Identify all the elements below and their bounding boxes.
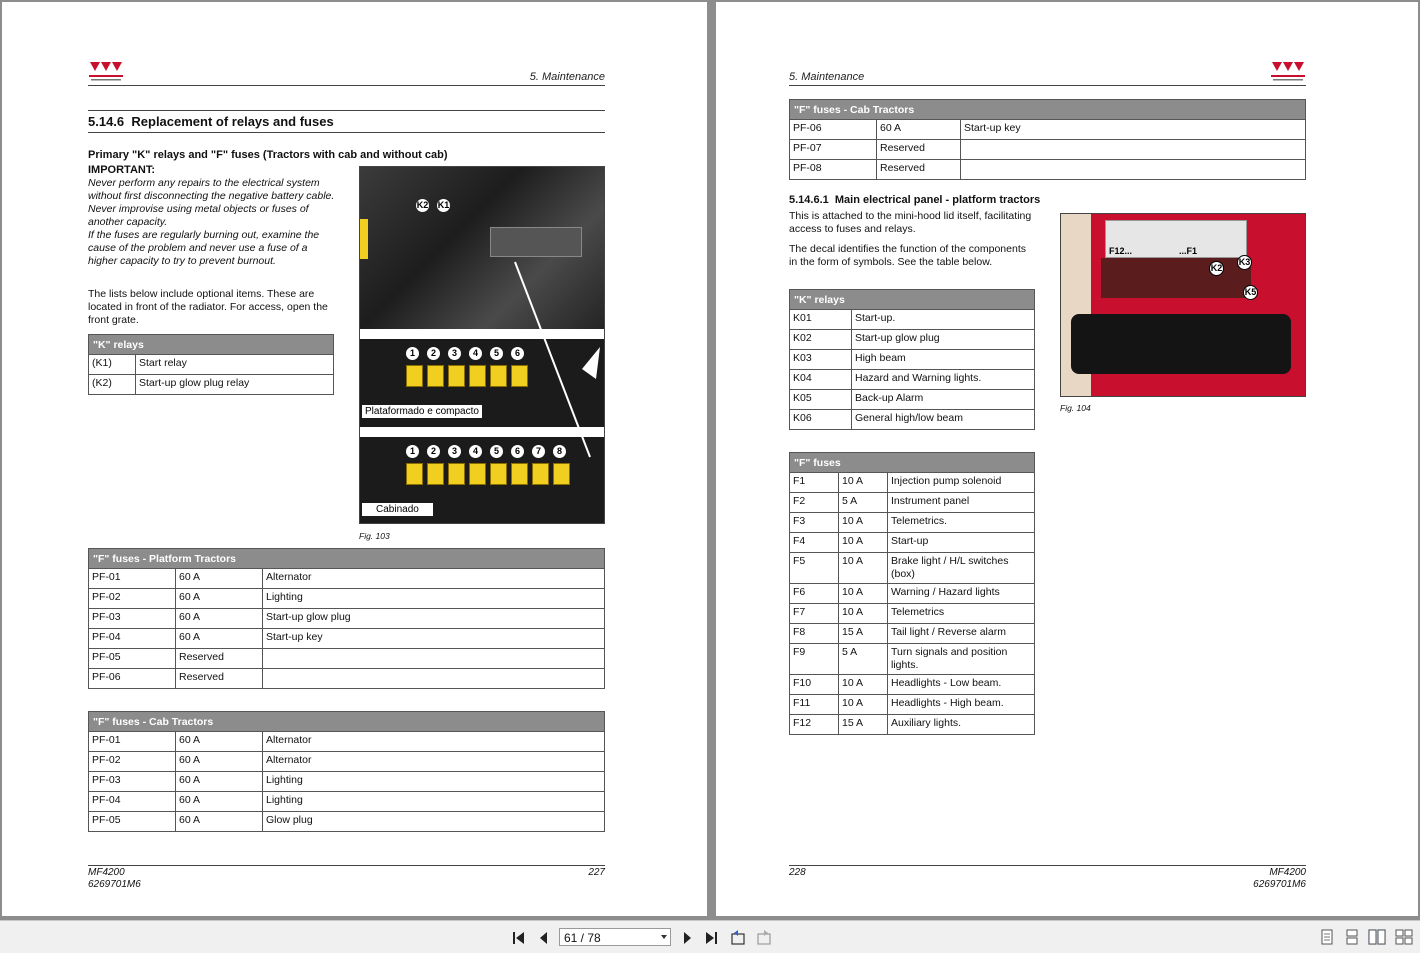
- table-row: F9 5 A Turn signals and position lights.: [790, 644, 1035, 675]
- warning-3: If the fuses are regularly burning out, examine the cause of the problem and never use a fuse of a higher capacity to try to prevent burnout.: [88, 229, 320, 267]
- table-row: K04 Hazard and Warning lights.: [790, 370, 1035, 390]
- paragraph-2: The decal identifies the function of the components in the form of symbols. See the table below.: [789, 243, 1026, 268]
- section-heading: [789, 194, 1040, 206]
- label-platform: Plataformado e compacto: [362, 405, 482, 418]
- section-heading: [88, 114, 334, 129]
- warning-2: Never improvise using metal objects or fuses of another capacity.: [88, 203, 309, 228]
- table-row: K03 High beam: [790, 350, 1035, 370]
- fuse-box-photo: [359, 166, 605, 524]
- label-k3: K3: [1237, 255, 1252, 270]
- footer-code: 6269701M6: [1253, 879, 1306, 890]
- table-row: PF-02 60 A Lighting: [89, 589, 605, 609]
- first-page-icon[interactable]: [510, 929, 528, 947]
- warning-1: Never perform any repairs to the electrical system without first disconnecting the negative battery cable.: [88, 177, 335, 202]
- warning-text: [88, 177, 338, 268]
- table-row: K06 General high/low beam: [790, 410, 1035, 430]
- footer-model: MF4200: [88, 867, 125, 878]
- section-rule-top: [88, 110, 605, 111]
- table-row: PF-02 60 A Alternator: [89, 752, 605, 772]
- table-row: (K1) Start relay: [89, 355, 334, 375]
- label-k2: K2: [1209, 261, 1224, 276]
- k-relays-table: [88, 334, 334, 395]
- table-row: F10 10 A Headlights - Low beam.: [790, 675, 1035, 695]
- footer-right: [1253, 867, 1306, 891]
- f-fuses-table: [789, 452, 1035, 735]
- footer-rule: [88, 865, 605, 866]
- page-number-input[interactable]: [559, 928, 671, 946]
- page-227: [2, 2, 707, 916]
- paragraph-1: This is attached to the mini-hood lid itself, facilitating access to fuses and relays.: [789, 210, 1032, 235]
- table-header: "F" fuses - Cab Tractors: [89, 712, 605, 732]
- table-row: F1 10 A Injection pump solenoid: [790, 473, 1035, 493]
- k-relays-table: [789, 289, 1035, 430]
- electrical-panel-photo: [1060, 213, 1306, 397]
- fuse-numbers-top: 1 2 3 4 5 6: [406, 343, 532, 361]
- section-number: 5.14.6: [88, 114, 125, 129]
- table-header: "K" relays: [89, 335, 334, 355]
- table-row: PF-06 60 A Start-up key: [790, 120, 1306, 140]
- footer-rule: [789, 865, 1306, 866]
- table-row: K01 Start-up.: [790, 310, 1035, 330]
- important-label: IMPORTANT:: [88, 164, 156, 176]
- page-indicator: 61 / 78: [564, 931, 601, 945]
- next-page-icon[interactable]: [678, 929, 696, 947]
- fuse-numbers-bottom: 1 2 3 4 5 6 7 8: [406, 441, 574, 459]
- cab-fuses-table: [88, 711, 605, 832]
- header-rule: [789, 85, 1306, 86]
- footer-model: MF4200: [1269, 867, 1306, 878]
- hood-cavity: [1071, 314, 1291, 374]
- table-row: PF-01 60 A Alternator: [89, 569, 605, 589]
- table-row: (K2) Start-up glow plug relay: [89, 375, 334, 395]
- table-row: PF-08 Reserved: [790, 160, 1306, 180]
- section-title: Main electrical panel - platform tractors: [834, 194, 1041, 206]
- previous-page-icon[interactable]: [535, 929, 553, 947]
- table-row: PF-04 60 A Lighting: [89, 792, 605, 812]
- table-row: F11 10 A Headlights - High beam.: [790, 695, 1035, 715]
- table-row: K05 Back-up Alarm: [790, 390, 1035, 410]
- table-header: "F" fuses - Cab Tractors: [790, 100, 1306, 120]
- platform-fuses-table: [88, 548, 605, 689]
- table-row: PF-03 60 A Start-up glow plug: [89, 609, 605, 629]
- page-number: 228: [789, 867, 806, 878]
- callout-arrow: [510, 257, 600, 467]
- page-number: 227: [588, 867, 605, 878]
- table-row: PF-05 60 A Glow plug: [89, 812, 605, 832]
- chevron-down-icon[interactable]: [661, 935, 667, 939]
- figure-caption: Fig. 103: [359, 531, 390, 541]
- table-row: PF-01 60 A Alternator: [89, 732, 605, 752]
- table-row: PF-05 Reserved: [89, 649, 605, 669]
- intro-paragraph: The lists below include optional items. These are located in front of the radiator. For access, open the front grate.: [88, 288, 328, 326]
- footer-left: [88, 867, 141, 891]
- two-page-view-icon[interactable]: [1368, 929, 1386, 945]
- section-title: Replacement of relays and fuses: [131, 114, 334, 129]
- relay-labels: K2 K1: [416, 200, 450, 210]
- table-row: PF-03 60 A Lighting: [89, 772, 605, 792]
- footer-code: 6269701M6: [88, 879, 141, 890]
- continuous-view-icon[interactable]: [1343, 929, 1361, 945]
- go-forward-icon[interactable]: [755, 929, 773, 947]
- cab-fuses-table-cont: [789, 99, 1306, 180]
- table-row: F4 10 A Start-up: [790, 533, 1035, 553]
- table-row: F7 10 A Telemetrics: [790, 604, 1035, 624]
- table-row: PF-04 60 A Start-up key: [89, 629, 605, 649]
- header-section: 5. Maintenance: [789, 71, 865, 83]
- table-row: F5 10 A Brake light / H/L switches (box): [790, 553, 1035, 584]
- table-row: PF-07 Reserved: [790, 140, 1306, 160]
- section-rule-bottom: [88, 132, 605, 133]
- table-row: F6 10 A Warning / Hazard lights: [790, 584, 1035, 604]
- last-page-icon[interactable]: [702, 929, 720, 947]
- two-page-continuous-view-icon[interactable]: [1395, 929, 1413, 945]
- table-row: F3 10 A Telemetrics.: [790, 513, 1035, 533]
- header-section: 5. Maintenance: [529, 71, 605, 83]
- table-row: F12 15 A Auxiliary lights.: [790, 715, 1035, 735]
- table-row: K02 Start-up glow plug: [790, 330, 1035, 350]
- relay-connector: [490, 227, 582, 257]
- table-header: "F" fuses: [790, 453, 1035, 473]
- label-k5: K5: [1243, 285, 1258, 300]
- header-rule: [88, 85, 605, 86]
- section-number: 5.14.6.1: [789, 194, 829, 206]
- label-cab: Cabinado: [362, 503, 433, 516]
- table-header: "F" fuses - Platform Tractors: [89, 549, 605, 569]
- subtitle: Primary "K" relays and "F" fuses (Tractors with cab and without cab): [88, 149, 448, 161]
- massey-ferguson-logo: [88, 60, 124, 84]
- label-f12: F12...: [1109, 246, 1133, 256]
- navigation-toolbar: [0, 920, 1420, 953]
- label-f1: ...F1: [1179, 246, 1198, 256]
- massey-ferguson-logo: [1270, 60, 1306, 84]
- table-row: PF-06 Reserved: [89, 669, 605, 689]
- go-back-icon[interactable]: [729, 929, 747, 947]
- figure-caption: Fig. 104: [1060, 403, 1091, 413]
- table-header: "K" relays: [790, 290, 1035, 310]
- single-page-view-icon[interactable]: [1318, 929, 1336, 945]
- page-228: [716, 2, 1418, 916]
- table-row: F8 15 A Tail light / Reverse alarm: [790, 624, 1035, 644]
- table-row: F2 5 A Instrument panel: [790, 493, 1035, 513]
